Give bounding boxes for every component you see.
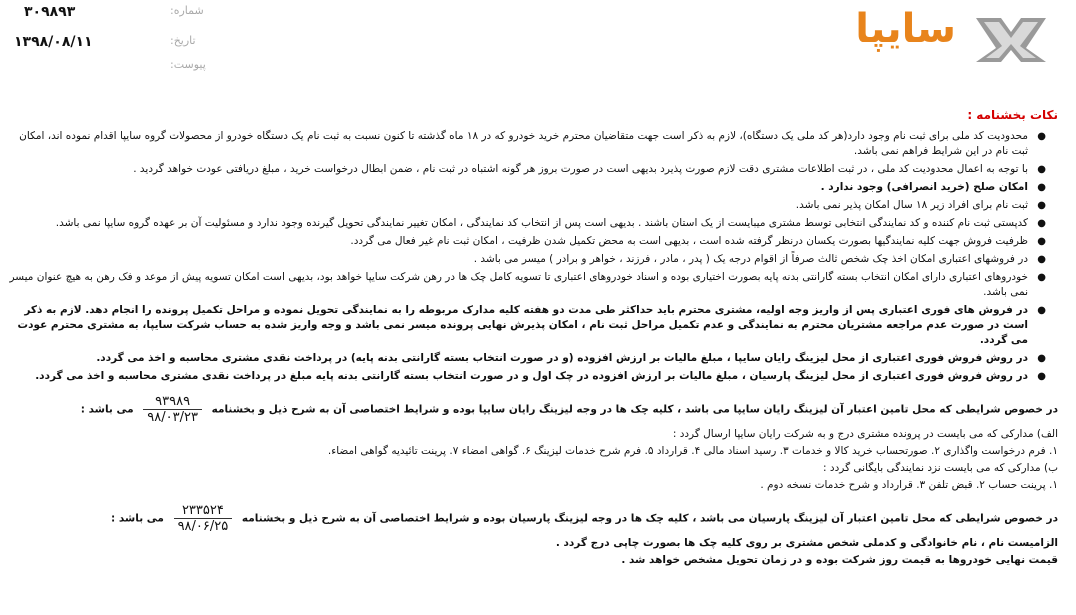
rayan-circular-date: ۹۸/۰۳/۲۳ <box>147 410 198 425</box>
bullet-icon: ● <box>1037 236 1046 247</box>
notes-title: نکات بخشنامه : <box>967 108 1058 122</box>
bullet-icon: ● <box>1037 272 1046 283</box>
bullet-icon: ● <box>1037 164 1046 175</box>
rayan-circular-number: ۹۳۹۸۹ <box>143 394 202 410</box>
parsian-circular-ref <box>174 503 233 534</box>
list-item: ● کدپستی ثبت نام کننده و کد نمایندگی انتخابی توسط مشتری میبایست از یک استان باشند . بدیهی است پس از انتخاب کد نمایندگی ، امکان تغییر نمایندگی تحویل گیرنده وجود ندارد و مسئولیت آن بر عهده گروه سایپا نمی باشد. <box>55 217 1046 229</box>
rayan-docs-b-items: ۱. پرینت حساب ۲. قبض تلفن ۳. قرارداد و شرح خدمات نسخه دوم . <box>760 479 1058 491</box>
rayan-docs-a: الف) مدارکی که می بایست در پرونده مشتری درج و به شرکت رایان سایپا ارسال گردد : <box>672 428 1058 440</box>
attachment-label: پیوست: <box>170 58 206 71</box>
parsian-line-2: قیمت نهایی خودروها به قیمت روز شرکت بوده و در زمان تحویل مشخص خواهد شد . <box>621 554 1058 566</box>
list-item: ● خودروهای اعتباری دارای امکان انتخاب بسته گارانتی بدنه پایه بصورت اختیاری بوده و اسناد خودروهای اعتباری تا تسویه کامل چک ها در رهن شرکت سایپا خواهد بود، بدیهی است امکان تسویه پیش از موعد و فک رهن به هیچ عنوان میسر نمی باشد. <box>9 271 1046 298</box>
parsian-section-intro: در خصوص شرایطی که محل تامین اعتبار آن لیزینگ پارسیان می باشد ، کلیه چک ها در وجه لیزینگ پارسیان بوده و شرایط اختصاصی آن به شرح ذیل و بخشنامه $\frac{۲۳۳۵۲۴}{۹۸/۰۶/۲۵}$ می باشد : <box>111 503 1058 534</box>
saipa-emblem-icon <box>966 10 1056 66</box>
bullet-icon: ● <box>1037 218 1046 229</box>
bullet-icon: ● <box>1037 200 1046 211</box>
bullet-icon: ● <box>1037 182 1046 193</box>
list-item: ● در فروش های فوری اعتباری پس از واریز وجه اولیه، مشتری محترم باید حداکثر طی مدت دو هفته کلیه مدارک مربوطه را به نمایندگی تحویل نموده و مراحل تکمیل پرونده را انجام دهد. لازم به ذکر است در صورت عدم مراجعه مشتریان محترم به نمایندگی و عدم تکمیل مراحل ثبت نام ، امکان پذیرش نهایی پرونده میسر نمی باشد و وجه واریز شده به حساب شرکت سایپا، به مشتری محترم عودت می گردد. <box>17 304 1046 346</box>
parsian-line-1: الزامیست نام ، نام خانوادگی و کدملی شخص مشتری بر روی کلیه چک ها بصورت چاپی درج گردد . <box>555 537 1058 549</box>
parsian-circular-date: ۹۸/۰۶/۲۵ <box>177 519 229 534</box>
bullet-icon: ● <box>1037 353 1046 364</box>
rayan-docs-b: ب) مدارکی که می بایست نزد نمایندگی بایگانی گردد : <box>823 462 1058 474</box>
date-label: تاریخ: <box>170 34 196 47</box>
saipa-logo <box>796 6 1066 76</box>
bullet-icon: ● <box>1037 371 1046 382</box>
list-item: ● در فروشهای اعتباری امکان اخذ چک شخص ثالث صرفاً از اقوام درجه یک ( پدر ، مادر ، فرزند ، خواهر و برادر ) میسر می باشد . <box>473 253 1046 265</box>
list-item: ● ثبت نام برای افراد زیر ۱۸ سال امکان پذیر نمی باشد. <box>795 199 1046 211</box>
notes-content <box>8 108 1058 570</box>
bullet-icon: ● <box>1037 305 1046 316</box>
list-item: ● با توجه به اعمال محدودیت کد ملی ، در ثبت اطلاعات مشتری دقت لازم صورت پذیرد بدیهی است در صورت بروز هر گونه اشتباه در ثبت نام ، ضمن ابطال درخواست خرید ، مبلغ دریافتی عودت خواهد گردید . <box>133 163 1046 175</box>
notes-list <box>8 129 1058 384</box>
list-item: ● امکان صلح (خرید انصرافی) وجود ندارد . <box>820 181 1046 193</box>
list-item: ● ظرفیت فروش جهت کلیه نمایندگیها بصورت یکسان درنظر گرفته شده است ، بدیهی است به محض تکمیل شدن ظرفیت ، امکان ثبت نام غیر فعال می گردد. <box>350 235 1046 247</box>
letter-header <box>0 0 1076 100</box>
rayan-docs-a-items: ۱. فرم درخواست واگذاری ۲. صورتحساب خرید کالا و خدمات ۳. رسید اسناد مالی ۴. قرارداد ۵. فرم شرح خدمات لیزینگ ۶. گواهی امضاء ۷. پرینت تائیدیه گواهی امضاء. <box>327 445 1058 457</box>
list-item: ● در روش فروش فوری اعتباری از محل لیزینگ رایان سایپا ، مبلغ مالیات بر ارزش افزوده (و در صورت انتخاب بسته گارانتی بدنه پایه) در پرداخت نقدی مشتری محاسبه و اخذ می گردد. <box>96 352 1046 364</box>
parsian-circular-number: ۲۳۳۵۲۴ <box>174 503 233 519</box>
rayan-circular-ref <box>143 394 202 425</box>
letter-number: ۳۰۹۸۹۳ <box>24 4 76 20</box>
number-label: شماره: <box>170 4 204 17</box>
letter-date: ۱۳۹۸/۰۸/۱۱ <box>14 34 93 50</box>
list-item: ● در روش فروش فوری اعتباری از محل لیزینگ پارسیان ، مبلغ مالیات بر ارزش افزوده در چک اول و در صورت انتخاب بسته گارانتی بدنه پایه مبلغ در پرداخت نقدی مشتری محاسبه و اخذ می گردد. <box>35 370 1046 382</box>
rayan-section-intro: در خصوص شرایطی که محل تامین اعتبار آن لیزینگ رایان سایپا می باشد ، کلیه چک ها در وجه لیزینگ رایان سایپا بوده و شرایط اختصاصی آن به شرح ذیل و بخشنامه $\frac{۹۳۹۸۹}{۹۸/۰۳/۲۳}$ می باشد : <box>80 394 1058 425</box>
bullet-icon: ● <box>1037 131 1046 142</box>
bullet-icon: ● <box>1037 254 1046 265</box>
logo-text: سایپا <box>855 6 956 52</box>
list-item: ● محدودیت کد ملی برای ثبت نام وجود دارد(هر کد ملی یک دستگاه)، لازم به ذکر است جهت متقاضیان محترم خرید خودرو که در ۱۸ ماه گذشته تا کنون نسبت به ثبت نام یک دستگاه خودرو از محصولات گروه سایپا اقدام نموده اند، امکان ثبت نام در این شرایط فراهم نمی باشد. <box>19 130 1046 157</box>
